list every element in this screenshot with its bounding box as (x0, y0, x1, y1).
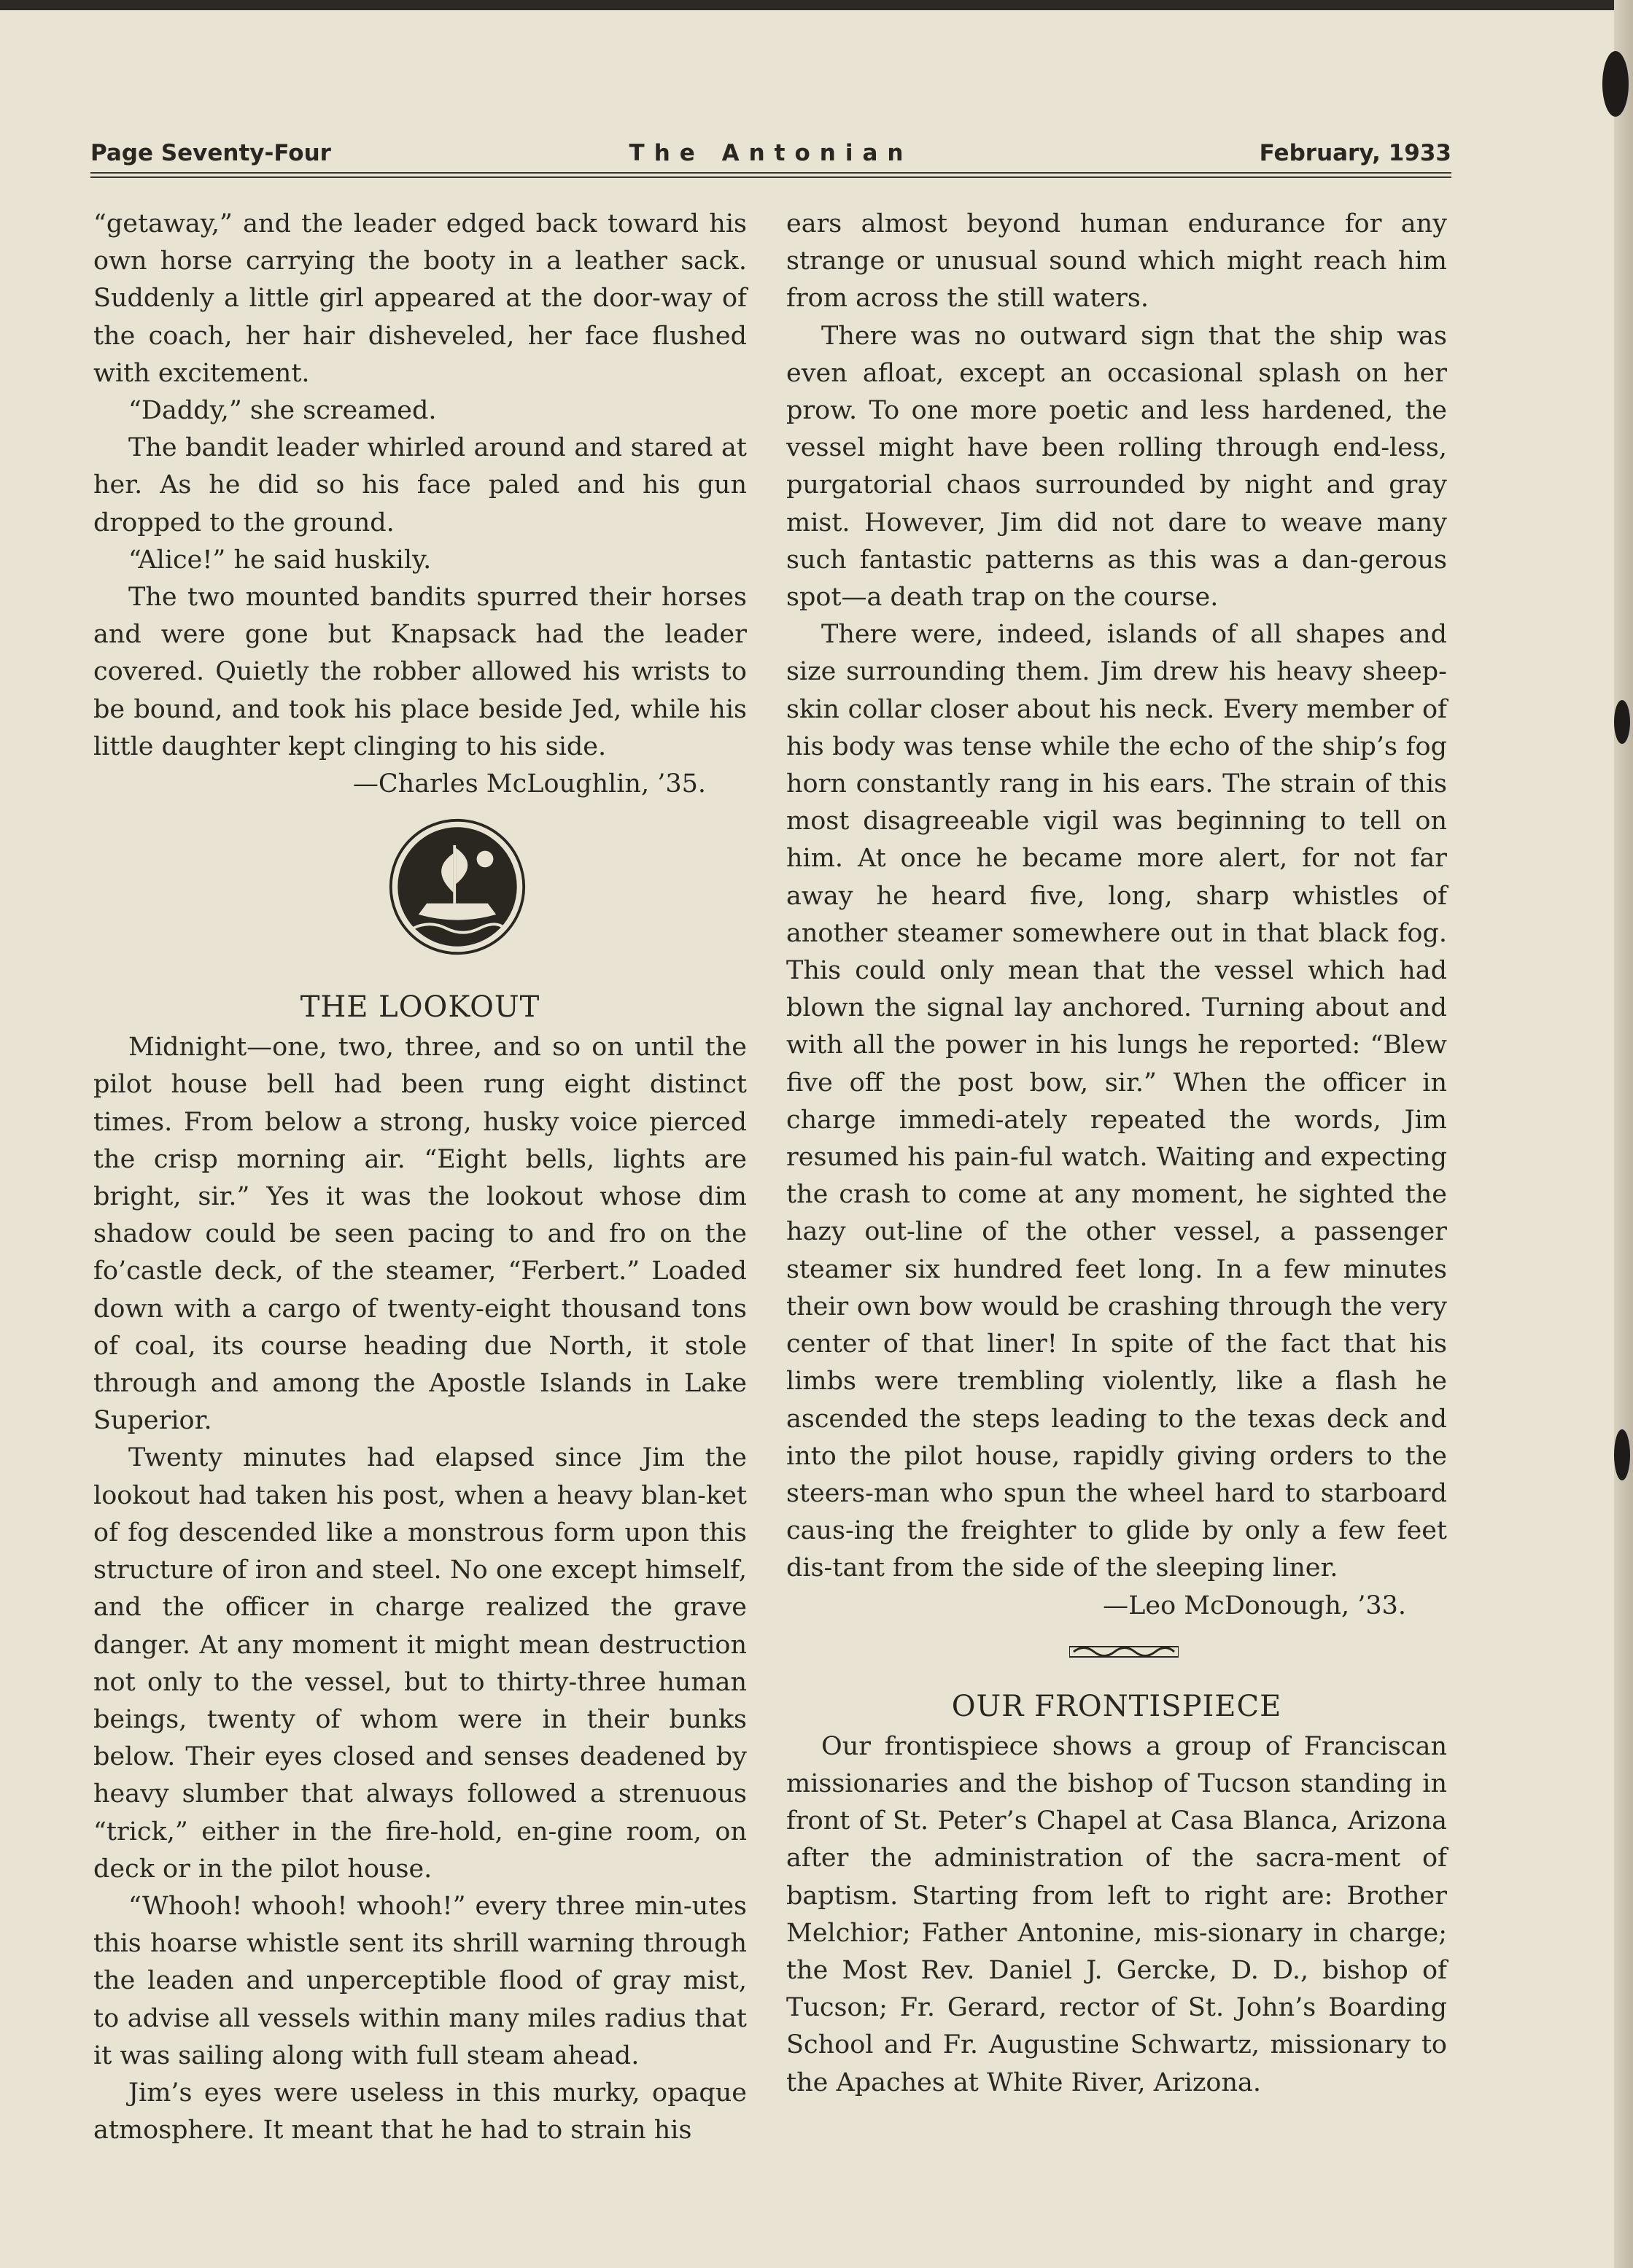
page-header (90, 140, 1451, 176)
ship-seal (93, 803, 747, 985)
scan-top-edge (0, 0, 1633, 10)
right-column (786, 206, 1447, 2102)
header-rule (90, 172, 1451, 174)
section-ornament (786, 1625, 1447, 1685)
lookout-paragraph: Twenty minutes had elapsed since Jim the lookout had taken his post, when a heavy blan-ket of fog descended like a monstrous form upon this structure of iron and steel. No one except himself, and the officer in charge realized the grave danger. At any moment it might mean destruction not only to the vessel, but to thirty-three human beings, twenty of whom were in their bunks below. Their eyes closed and senses deadened by heavy slumber that always followed a strenuous “trick,” either in the fire-hold, en-gine room, on deck or in the pilot house. (93, 1443, 747, 1884)
frontispiece-title: OUR FRONTISPIECE (951, 1689, 1282, 1723)
ornament-divider-icon (1069, 1642, 1179, 1661)
left-column (93, 206, 747, 2149)
ink-blot (1614, 1429, 1630, 1480)
story-paragraph: “Daddy,” she screamed. (128, 396, 437, 426)
page-number-label: Page Seventy-Four (90, 140, 331, 166)
lookout-paragraph: There were, indeed, islands of all shapes and size surrounding them. Jim drew his heavy sheep-skin collar closer about his neck. Every member of his body was tense while the echo of the ship’s fog horn constantly rang in his ears. The strain of this most disagreeable vigil was beginning to tell on him. At once he became more alert, for not far away he heard five, long, sharp whistles of another steamer somewhere out in that black fog. This could only mean that the vessel which had blown the signal lay anchored. Turning about and with all the power in his lungs he reported: “Blew five off the post bow, sir.” When the officer in charge immedi-ately repeated the words, Jim resumed his pain-ful watch. Waiting and expecting the crash to come at any moment, he sighted the hazy out-line of the other vessel, a passenger steamer six hundred feet long. In a few minutes their own bow would be crashing through the very center of that liner! In spite of the fact that his limbs were trembling violently, like a flash he ascended the steps leading to the texas deck and into the pilot house, rapidly giving orders to the steers-man who spun the wheel hard to starboard caus-ing the freighter to glide by only a few feet dis-tant from the side of the sleeping liner. (786, 620, 1447, 1583)
lookout-title: THE LOOKOUT (300, 990, 540, 1025)
lookout-paragraph: There was no outward sign that the ship was even afloat, except an occasional splash on her prow. To one more poetic and less hardened, the vessel might have been rolling through end-less, purgatorial chaos surrounded by night and gray mist. However, Jim did not dare to weave many such fantastic patterns as this was a dan-gerous spot—a death trap on the course. (786, 321, 1447, 613)
issue-date: February, 1933 (1259, 140, 1451, 166)
lookout-paragraph: ears almost beyond human endurance for any strange or unusual sound which might reach him from across the still waters. (786, 209, 1447, 314)
story-signature: —Charles McLoughlin, ’35. (352, 769, 706, 799)
ink-blot (1614, 700, 1630, 744)
story-paragraph: The two mounted bandits spurred their horses and were gone but Knapsack had the leader covered. Quietly the robber allowed his wrists to be bound, and took his place beside Jed, while his little daughter kept clinging to his side. (93, 583, 747, 761)
lookout-paragraph: Midnight—one, two, three, and so on until the pilot house bell had been rung eight distinct times. From below a strong, husky voice pierced the crisp morning air. “Eight bells, lights are bright, sir.” Yes it was the lookout whose dim shadow could be seen pacing to and fro on the fo’castle deck, of the steamer, “Ferbert.” Loaded down with a cargo of twenty-eight thousand tons of coal, its course heading due North, it stole through and among the Apostle Islands in Lake Superior. (93, 1033, 747, 1436)
lookout-paragraph: “Whooh! whooh! whooh!” every three min-utes this hoarse whistle sent its shrill warning through the leaden and unperceptible flood of gray mist, to advise all vessels within many miles radius that it was sailing along with full steam ahead. (93, 1891, 747, 2070)
lookout-signature: —Leo McDonough, ’33. (1103, 1591, 1406, 1620)
scan-right-edge (1614, 0, 1633, 2268)
ink-blot (1602, 51, 1629, 117)
frontispiece-paragraph: Our frontispiece shows a group of Franciscan missionaries and the bishop of Tucson standing in front of St. Peter’s Chapel at Casa Blanca, Arizona after the administration of the sacra-ment of baptism. Starting from left to right are: Brother Melchior; Father Antonine, mis-sionary in charge; the Most Rev. Daniel J. Gercke, D. D., bishop of Tucson; Fr. Gerard, rector of St. John’s Boarding School and Fr. Augustine Schwartz, missionary to the Apaches at White River, Arizona. (786, 1731, 1447, 2097)
magazine-title: The Antonian (629, 140, 913, 166)
story-paragraph: “getaway,” and the leader edged back toward his own horse carrying the booty in a leather sack. Suddenly a little girl appeared at the door-way of the coach, her hair disheveled, her face flushed with excitement. (93, 209, 747, 388)
story-paragraph: “Alice!” he said huskily. (128, 545, 432, 575)
lookout-paragraph: Jim’s eyes were useless in this murky, opaque atmosphere. It meant that he had to strain his (93, 2078, 747, 2145)
header-rule (90, 176, 1451, 178)
ship-emblem-icon (388, 818, 527, 956)
story-paragraph: The bandit leader whirled around and stared at her. As he did so his face paled and his gun dropped to the ground. (93, 433, 747, 537)
